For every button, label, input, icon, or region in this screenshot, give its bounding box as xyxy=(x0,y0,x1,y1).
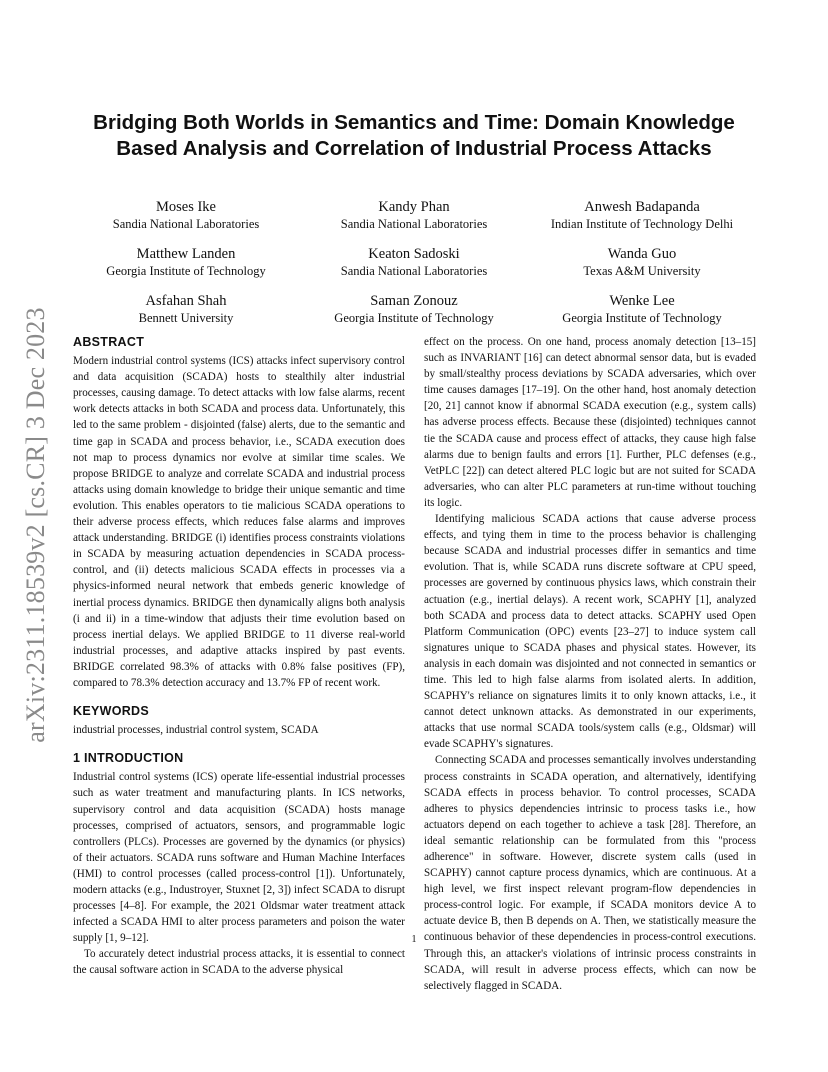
author xyxy=(528,292,756,327)
author-affiliation: Georgia Institute of Technology xyxy=(562,311,722,325)
paper-title: Bridging Both Worlds in Semantics and Time: Domain Knowledge Based Analysis and Correlation of Industrial Process Attacks xyxy=(93,111,735,160)
author-name: Asfahan Shah xyxy=(145,293,227,309)
body-paragraph: effect on the process. On one hand, process anomaly detection [13–15] such as INVARIANT [16] can detect abnormal sensor data, but is evaded by small/stealthy process deviations by SCADA adversaries, which over time causes damages [17–19]. On the other hand, host anomaly detection [20, 21] cannot know if abnormal SCADA execution (e.g., system calls) has adverse process effects. Because these (disjointed) techniques cannot tie the SCADA cause and process effect of attacks, they cause high false alarms due to benign faults and errors [1]. Further, PLC defenses (e.g., VetPLC [22]) can detect altered PLC logic but are not suited for SCADA adversaries, who can alter PLC parameters at run-time without touching its logic. xyxy=(424,336,756,509)
keywords-text: industrial processes, industrial control system, SCADA xyxy=(73,724,319,737)
author-name: Anwesh Badapanda xyxy=(584,199,700,215)
introduction-heading: 1 INTRODUCTION xyxy=(73,751,184,766)
author xyxy=(72,245,300,280)
author-affiliation: Texas A&M University xyxy=(583,264,701,278)
author-name: Moses Ike xyxy=(155,199,216,215)
author-name: Kandy Phan xyxy=(378,199,450,215)
right-column xyxy=(424,334,756,994)
author-name: Wenke Lee xyxy=(609,293,675,309)
author xyxy=(528,198,756,233)
author-affiliation: Sandia National Laboratories xyxy=(112,217,260,231)
body-paragraph: Identifying malicious SCADA actions that cause adverse process effects, and tying them in time to the process behavior is challenging because SCADA and industrial processes differ in semantics and time evolution. That is, while SCADA runs discrete software at CPU speed, processes are governed by continuous physics laws, which constrain their actuation (e.g., inertial delays). A recent work, SCAPHY [1], analyzed both SCADA and process data to detect attacks. SCAPHY used Open Platform Communication (OPC) events [23–27] to induce system call signatures unique to SCADA phases and physical states. However, its analysis in each domain was disjointed and not connected in semantics or time. This led to high false alarms from isolated alerts. In addition, SCAPHY's reliance on signatures limits it to only known attacks, i.e., it cannot detect unknown attacks. As demonstrated in our experiments, attacks that use normal SCADA tools/system calls (e.g., Oldsmar) will evade SCAPHY's signatures. xyxy=(424,513,756,751)
author-name: Matthew Landen xyxy=(136,246,236,262)
author xyxy=(300,292,528,327)
author xyxy=(300,245,528,280)
author-name: Keaton Sadoski xyxy=(368,246,460,262)
author-affiliation: Georgia Institute of Technology xyxy=(334,311,494,325)
arxiv-identifier: arXiv:2311.18539v2 [cs.CR] 3 Dec 2023 xyxy=(21,307,50,743)
author xyxy=(300,198,528,233)
author-affiliation: Georgia Institute of Technology xyxy=(106,264,266,278)
intro-paragraph: To accurately detect industrial process attacks, it is essential to connect the causal software action in SCADA to the adverse physical xyxy=(73,948,405,977)
left-column xyxy=(73,334,405,979)
body-paragraph: Connecting SCADA and processes semantically involves understanding process constraints in SCADA operation, and alternatively, identifying SCADA effects in process behavior. To control processes, SCADA adheres to physics dependencies intrinsic to process tasks i.e., how actuators depend on each together to achieve a task [28]. Therefore, an ideal semantic relationship can be formulated from this "process adherence" in software. However, discrete system calls (used in SCAPHY) cannot capture process dynamics, which are continuous. At a high level, we first inspect relevant program-flow dependencies in process-control logic. For example, if SCADA monitors device A to actuate device B, then B depends on A. Then, we statistically measure the continuous behavior of these dependencies in process-control executions. Through this, an attacker's violations of intrinsic process constraints in SCADA, will result in adverse process effects, which can now be selectively flagged in SCADA. xyxy=(424,754,756,992)
author xyxy=(72,198,300,233)
author xyxy=(528,245,756,280)
author-affiliation: Sandia National Laboratories xyxy=(340,217,488,231)
keywords-heading: KEYWORDS xyxy=(73,704,150,719)
author-affiliation: Bennett University xyxy=(138,311,234,325)
author xyxy=(72,292,300,327)
abstract-text: Modern industrial control systems (ICS) attacks infect supervisory control and data acquisition (SCADA) hosts to stealthily alter industrial processes, causing damage. To detect attacks with low false alarms, recent work detects attacks in both SCADA and process data. Unfortunately, this led to the same problem - disjointed (false) alerts, due to the semantic and time gap in SCADA and process behavior, i.e., SCADA execution does not map to process dynamics nor evolve at similar time scales. We propose BRIDGE to analyze and correlate SCADA and industrial process attacks using domain knowledge to bridge their unique semantic and time evolution. This enables operators to tie malicious SCADA operations to their adverse process effects, which reduces false alarms and improves attack understanding. BRIDGE (i) identifies process constraints violations in SCADA by measuring actuation dependencies in SCADA process-control, and (ii) detects malicious SCADA effects in processes via a physics-informed neural network that embeds generic knowledge of inertial process dynamics. BRIDGE then dynamically aligns both analysis (i and ii) in a time-window that adjusts their time evolution based on process inertial delays. We applied BRIDGE to 11 diverse real-world industrial processes, and adaptive attacks inspired by past events. BRIDGE correlated 98.3% of attacks with 0.8% false positives (FP), compared to 78.3% detection accuracy and 13.7% FP of recent work. xyxy=(73,355,405,689)
author-block xyxy=(72,198,756,327)
author-affiliation: Indian Institute of Technology Delhi xyxy=(550,217,734,231)
author-affiliation: Sandia National Laboratories xyxy=(340,264,488,278)
arxiv-sidebar xyxy=(0,0,60,1072)
author-name: Saman Zonouz xyxy=(370,293,458,309)
abstract-heading: ABSTRACT xyxy=(73,335,145,349)
intro-paragraph: Industrial control systems (ICS) operate life-essential industrial processes such as water treatment and manufacturing plants. In ICS networks, supervisory control and data acquisition (SCADA) hosts manage processes, comprised of actuators, sensors, and programmable logic controllers (PLCs). Processes are governed by the dynamics (or physics) of their actuators. SCADA runs software and Human Machine Interfaces (HMI) to control processes (called process-control [1]). Unfortunately, modern attacks (e.g., Industroyer, Stuxnet [2, 3]) infect SCADA to disrupt processes [4–8]. For example, the 2021 Oldsmar water treatment attack infected a SCADA HMI to alter process parameters and poison the water supply [1, 9–12]. xyxy=(73,771,405,945)
author-name: Wanda Guo xyxy=(607,246,677,262)
page-number: 1 xyxy=(411,934,417,945)
